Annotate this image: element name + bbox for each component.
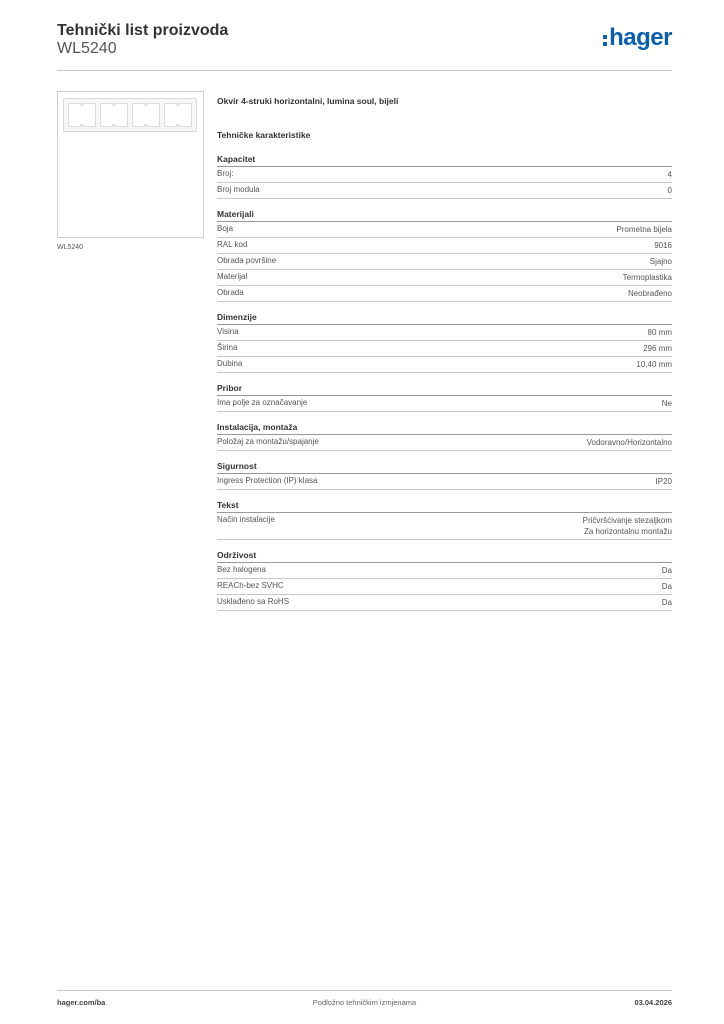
frame-4-gang-icon — [63, 98, 197, 132]
spec-value — [654, 240, 672, 251]
spec-value — [636, 359, 672, 370]
spec-row — [217, 357, 672, 373]
spec-row — [217, 435, 672, 451]
product-description: Okvir 4-struki horizontalni, lumina soul, bijeli — [217, 96, 399, 106]
spec-value-line: Pričvršćivanje stezaljkom — [582, 516, 672, 525]
spec-section — [217, 312, 672, 373]
spec-value — [583, 515, 672, 537]
spec-section — [217, 550, 672, 611]
spec-value-line: 4 — [667, 170, 672, 179]
section-title: Instalacija, montaža — [217, 422, 672, 435]
spec-section — [217, 500, 672, 540]
spec-section — [217, 461, 672, 490]
spec-value — [662, 581, 672, 592]
spec-value-line: 9016 — [654, 241, 672, 250]
spec-row — [217, 563, 672, 579]
spec-value — [648, 327, 672, 338]
spec-value — [628, 288, 672, 299]
section-title: Sigurnost — [217, 461, 672, 474]
spec-value — [587, 437, 672, 448]
spec-value-line: 296 mm — [643, 344, 672, 353]
spec-row — [217, 222, 672, 238]
spec-row — [217, 474, 672, 490]
page-header — [57, 20, 672, 71]
logo-dots-icon — [603, 35, 607, 46]
spec-row — [217, 238, 672, 254]
spec-label: Obrada — [217, 288, 244, 297]
spec-label: Broj modula — [217, 185, 260, 194]
spec-label: Materijal — [217, 272, 248, 281]
spec-label: Položaj za montažu/spajanje — [217, 437, 319, 446]
spec-value-line: Prometna bijela — [616, 225, 672, 234]
spec-value-line: 10,40 mm — [636, 360, 672, 369]
spec-value-line: Vodoravno/Horizontalno — [586, 438, 672, 447]
spec-value — [668, 169, 672, 180]
footer-notice: Podložno tehničkim izmjenama — [312, 998, 417, 1007]
spec-value-line: Za horizontalnu montažu — [583, 527, 672, 536]
section-title: Tekst — [217, 500, 672, 513]
product-image — [57, 91, 204, 238]
spec-value — [623, 272, 672, 283]
spec-value — [643, 343, 672, 354]
spec-row — [217, 595, 672, 611]
section-title: Pribor — [217, 383, 672, 396]
spec-value — [668, 185, 672, 196]
spec-value — [656, 476, 672, 487]
logo-text: hager — [609, 24, 672, 51]
spec-value-line: 80 mm — [647, 328, 672, 337]
footer-date: 03.04.2026 — [634, 998, 672, 1007]
spec-label: Dubina — [217, 359, 243, 368]
spec-value — [662, 597, 672, 608]
spec-label: Obrada površine — [217, 256, 277, 265]
spec-label: Način instalacije — [217, 515, 275, 524]
spec-label: Bez halogena — [217, 565, 266, 574]
spec-value-line: 0 — [667, 186, 672, 195]
spec-label: Širina — [217, 343, 238, 352]
spec-value — [650, 256, 672, 267]
section-title: Održivost — [217, 550, 672, 563]
spec-label: Boja — [217, 224, 234, 233]
spec-row — [217, 325, 672, 341]
spec-value-line: Termoplastika — [622, 273, 672, 282]
spec-section — [217, 209, 672, 302]
hager-logo — [603, 26, 672, 50]
spec-value-line: Da — [661, 582, 672, 591]
page-footer — [57, 990, 672, 1007]
spec-label: Ingress Protection (IP) klasa — [217, 476, 318, 485]
spec-value — [662, 565, 672, 576]
spec-row — [217, 183, 672, 199]
spec-section — [217, 154, 672, 199]
spec-label: RAL kod — [217, 240, 248, 249]
spec-value-line: Neobrađeno — [627, 289, 672, 298]
spec-label: Usklađeno sa RoHS — [217, 597, 290, 606]
tech-heading: Tehničke karakteristike — [217, 130, 311, 140]
spec-row — [217, 513, 672, 540]
spec-row — [217, 286, 672, 302]
spec-sections — [217, 154, 672, 611]
page-title: Tehnički list proizvoda — [57, 22, 229, 39]
spec-value-line: Da — [661, 566, 672, 575]
spec-value — [616, 224, 672, 235]
spec-row — [217, 341, 672, 357]
spec-row — [217, 396, 672, 412]
spec-section — [217, 383, 672, 412]
section-title: Kapacitet — [217, 154, 672, 167]
spec-row — [217, 270, 672, 286]
spec-value — [662, 398, 672, 409]
section-title: Materijali — [217, 209, 672, 222]
spec-value-line: Ne — [661, 399, 672, 408]
spec-label: REACh-bez SVHC — [217, 581, 284, 590]
spec-value-line: Sjajno — [649, 257, 672, 266]
spec-label: Broj: — [217, 169, 234, 178]
spec-content — [217, 96, 672, 621]
footer-website[interactable]: hager.com/ba — [57, 998, 106, 1007]
spec-value-line: IP20 — [655, 477, 672, 486]
spec-value-line: Da — [661, 598, 672, 607]
spec-row — [217, 167, 672, 183]
spec-label: Ima polje za označavanje — [217, 398, 308, 407]
spec-section — [217, 422, 672, 451]
spec-label: Visina — [217, 327, 239, 336]
spec-row — [217, 254, 672, 270]
product-code: WL5240 — [57, 40, 117, 57]
product-image-caption: WL5240 — [57, 244, 84, 251]
section-title: Dimenzije — [217, 312, 672, 325]
spec-row — [217, 579, 672, 595]
